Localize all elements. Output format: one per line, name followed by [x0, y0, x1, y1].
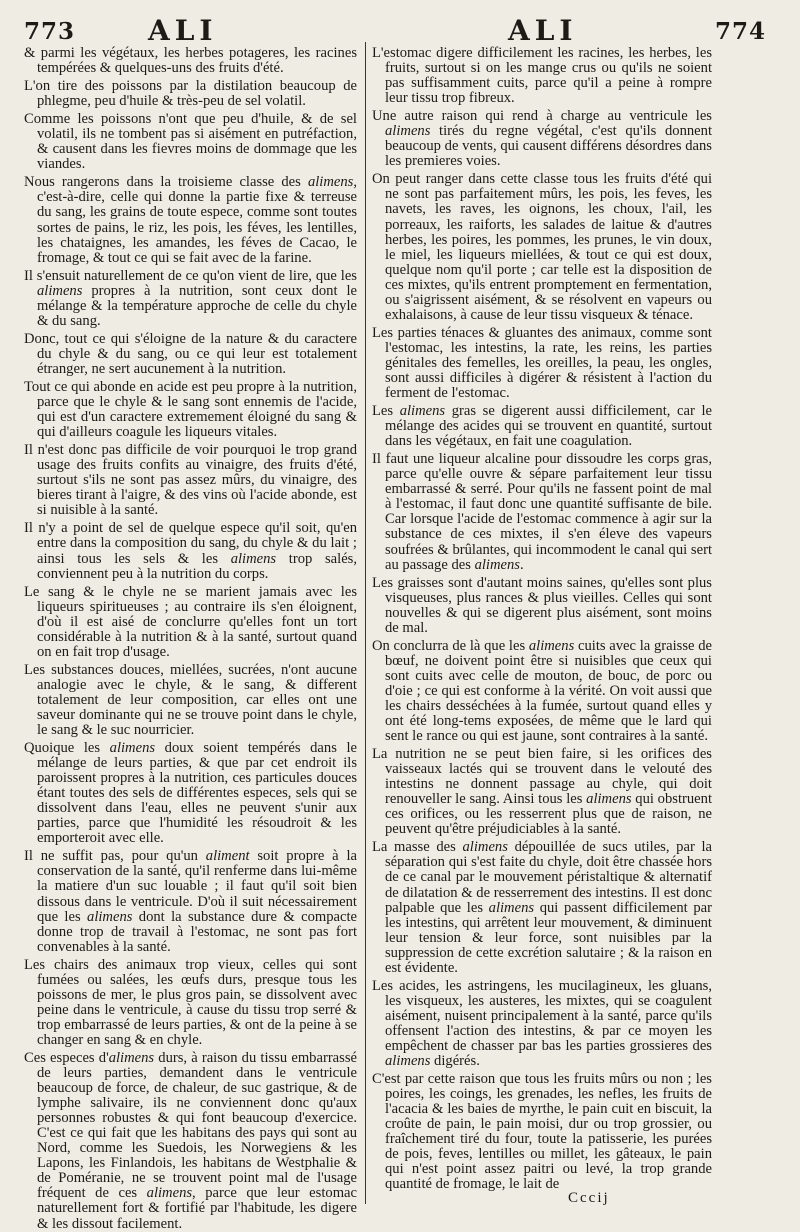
paragraph: Tout ce qui abonde en acide est peu propre à la nutrition, parce que le chyle & le sang sont ennemis de l'acide, qui est d'un caractere extremement éloigné du sang & qui d'ailleurs coagule les liqueurs vitales.	[24, 378, 357, 441]
paragraph: La masse des alimens dépouillée de sucs utiles, par la séparation qui s'est faite du chyle, doit être chassée hors de ce canal par le mouvement péristaltique & alternatif de dilatation & de resserrement des intestins. Il est donc palpable que les alimens qui passent difficilement par les intestins, qui arrêtent leur mouvement, & diminuent leur tension & leur force, sont nuisibles par la suppression de cette excrétion salutaire ; & la raison en est évidente.	[372, 839, 712, 976]
paragraph: On conclurra de là que les alimens cuits avec la graisse de bœuf, ne doivent point être si nuisibles que ceux qui sont cuits avec celle de mouton, de bouc, de porc ou d'oie ; ce qui est conforme à la vérité. On voit aussi que les chairs desséchées à la fumée, surtout quand elles y ont été long-tems exposées, de même que le lard qui sent le rance ou qui est jaune, sont contraires à la santé.	[372, 637, 712, 745]
paragraph: La nutrition ne se peut bien faire, si les orifices des vaisseaux lactés qui se trouvent dans le velouté des intestins ne donnent passage au chyle, qui doit renouveller le sang. Ainsi tous les alimens qui obstruent ces orifices, ou les resserrent plus que de raison, ne peuvent qu'être préjudiciables à la santé.	[372, 746, 712, 838]
left-running-title: ALI	[148, 14, 218, 47]
paragraph: On peut ranger dans cette classe tous les fruits d'été qui ne sont pas parfaitement mûrs, les pois, les feves, les navets, les raves, les oignons, les choux, l'ail, les porreaux, les raiforts, les salades de laitue & d'autres herbes, les poires, les pommes, les prunes, le vin doux, le miel, les liqueurs miellées, & tout ce qui est doux, quelque nom qu'il porte ; car telle est la disposition de ces mixtes, qu'ils entrent promptement en fermentation, ou s'aigrissent aisément, & se résolvent en vapeurs ou exhalaisons, à cause de leur tissu visqueux & ténace.	[372, 171, 712, 323]
paragraph: Les acides, les astringens, les mucilagineux, les gluans, les visqueux, les austeres, les mixtes, qui se coagulent aisément, nuisent principalement à la santé, parce qu'ils offensent l'action des intestins, & par ce moyen les empêchent de chasser par bas les parties grossieres des alimens digérés.	[372, 977, 712, 1070]
left-page-number: 773	[24, 18, 76, 45]
paragraph: Comme les poissons n'ont que peu d'huile, & de sel volatil, ils ne tombent pas si aisément en putréfaction, & causent dans les fievres moins de dommage que les viandes.	[24, 111, 357, 173]
paragraph: Les substances douces, miellées, sucrées, n'ont aucune analogie avec le chyle, & le sang, & different totalement de leur composition, car elles ont une saveur dominante qui ne se trouve point dans le chyle, le sang & le suc nourricier.	[24, 661, 357, 739]
paragraph: Ces especes d'alimens durs, à raison du tissu embarrassé de leurs parties, demandent dans le ventricule beaucoup de force, de chaleur, de suc gastrique, & de lymphe salivaire, ils ne conviennent donc qu'aux personnes robustes & qui font beaucoup d'exercice. C'est ce qui fait que les habitans des pays qui sont au Nord, comme les Suedois, les Norwegiens & les Lapons, les Finlandois, les habitans de Westphalie & de Poméranie, ne se trouvent point mal de l'usage fréquent de ces alimens, parce que leur estomac naturellement fort & fortifié par l'habitude, les digere & les dissout facilement.	[24, 1050, 357, 1232]
paragraph: Une autre raison qui rend à charge au ventricule les alimens tirés du regne végétal, c'est qu'ils donnent beaucoup de vents, qui causent différens désordres dans les premieres voies.	[372, 108, 712, 170]
paragraph: Il n'y a point de sel de quelque espece qu'il soit, qu'en entre dans la composition du sang, du chyle & du lait ; ainsi tous les sels & les alimens trop salés, conviennent peu à la nutrition du corps.	[24, 520, 357, 582]
paragraph: L'estomac digere difficilement les racines, les herbes, les fruits, surtout si on les mange crus ou qu'ils ne soient pas suffisamment cuits, parce qu'il a peine à rompre leur tissu trop fibreux.	[372, 45, 712, 107]
paragraph: C'est par cette raison que tous les fruits mûrs ou non ; les poires, les coings, les grenades, les nefles, les fruits de l'acacia & les baies de myrthe, le pain cuit en biscuit, la croûte de pain, le pain moisi, dur ou trop grossier, ou fraîchement tiré du four, toute la patisserie, les purées de pois, feves, lentilles ou millet, les gâteaux, le pain qui n'est point assez paitri ou levé, la trop grande quantité de fromage, le lait de	[372, 1071, 712, 1193]
paragraph: Les alimens gras se digerent aussi difficilement, car le mélange des acides qui se trouvent en quantité, surtout dans les végétaux, en fait une coagulation.	[372, 403, 712, 450]
paragraph: L'on tire des poissons par la distilation beaucoup de phlegme, peu d'huile & très-peu de sel volatil.	[24, 78, 357, 110]
paragraph: Il s'ensuit naturellement de ce qu'on vient de lire, que les alimens propres à la nutrition, sont ceux dont le mélange & la température approche de celle du chyle & du sang.	[24, 267, 357, 329]
right-column	[372, 46, 712, 1196]
column-divider	[365, 42, 366, 1204]
paragraph: & parmi les végétaux, les herbes potageres, les racines tempérées & quelques-uns des fruits d'été.	[24, 45, 357, 77]
left-column	[24, 45, 357, 1232]
paragraph: Quoique les alimens doux soient tempérés dans le mélange de leurs parties, & que par cet endroit ils paroissent propres à la nutrition, ces particules douces étant toutes des sels de différentes especes, sels qui se dissolvent dans l'eau, elles ne peuvent s'unir aux parties, parce que l'humidité les résoudroit & les emporteroit avec elle.	[24, 740, 357, 847]
signature-mark: Cccij	[568, 1190, 610, 1206]
paragraph: Il faut une liqueur alcaline pour dissoudre les corps gras, parce qu'elle ouvre & sépare parfaitement leur tissu embarrassé & serré. Pour qu'ils ne fassent point de mal à l'estomac, il faut donc une quantité suffisante de bile. Car lorsque l'acide de l'estomac commence à agir sur la substance de ces mixtes, il s'en éleve des vapeurs soufrées & brûlantes, qui incommodent le canal qui sert au passage des alimens.	[372, 451, 712, 573]
paragraph: Il ne suffit pas, pour qu'un aliment soit propre à la conservation de la santé, qu'il renferme dans lui-même la matiere d'un suc louable ; il faut qu'il soit bien dissous dans le ventricule. D'où il suit nécessairement que les alimens dont la substance dure & compacte donne trop de travail à l'estomac, ne sont pas fort convenables à la santé.	[24, 848, 357, 955]
right-page-number: 774	[715, 18, 767, 45]
paragraph: Le sang & le chyle ne se marient jamais avec les liqueurs spiritueuses ; au contraire ils s'en éloignent, d'où il est aisé de conclurre qu'elles font un tort considérable à la nutrition & à la santé, surtout quand on en fait trop d'usage.	[24, 583, 357, 660]
paragraph: Nous rangerons dans la troisieme classe des alimens, c'est-à-dire, celle qui donne la partie fixe & terreuse du sang, les grains de toute espece, comme sont toutes sortes de pains, le riz, les pois, les féves, les lentilles, les chataignes, les amandes, les féves de Cacao, le fromage, & tout ce qui se fait avec de la farine.	[24, 174, 357, 266]
paragraph: Donc, tout ce qui s'éloigne de la nature & du caractere du chyle & du sang, ou ce qui leur est totalement étranger, ne sert aucunement à la nutrition.	[24, 330, 357, 377]
right-running-title: ALI	[508, 14, 578, 47]
paragraph: Les graisses sont d'autant moins saines, qu'elles sont plus visqueuses, plus rances & plus vieilles. Celles qui sont nouvelles & qui se digerent plus aisément, sont moins de mal.	[372, 574, 712, 636]
paragraph: Les parties ténaces & gluantes des animaux, comme sont l'estomac, les intestins, la rate, les reins, les parties génitales des femelles, les oreilles, la peau, les ongles, sont aussi difficiles à digérer & résistent à l'action du ferment de l'estomac.	[372, 324, 712, 402]
paragraph: Les chairs des animaux trop vieux, celles qui sont fumées ou salées, les œufs durs, presque tous les poissons de mer, le plus gros pain, se dissolvent avec peine dans le ventricule, à cause du tissu trop serré & trop embarrassé de leurs parties, & ont de la peine à se changer en sang & en chyle.	[24, 956, 357, 1048]
paragraph: Il n'est donc pas difficile de voir pourquoi le trop grand usage des fruits confits au vinaigre, des fruits d'été, surtout s'ils ne sont pas assez mûrs, du vinaigre, des bieres tirant à l'aigre, & des vins où l'acide abonde, est si nuisible à la santé.	[24, 442, 357, 519]
